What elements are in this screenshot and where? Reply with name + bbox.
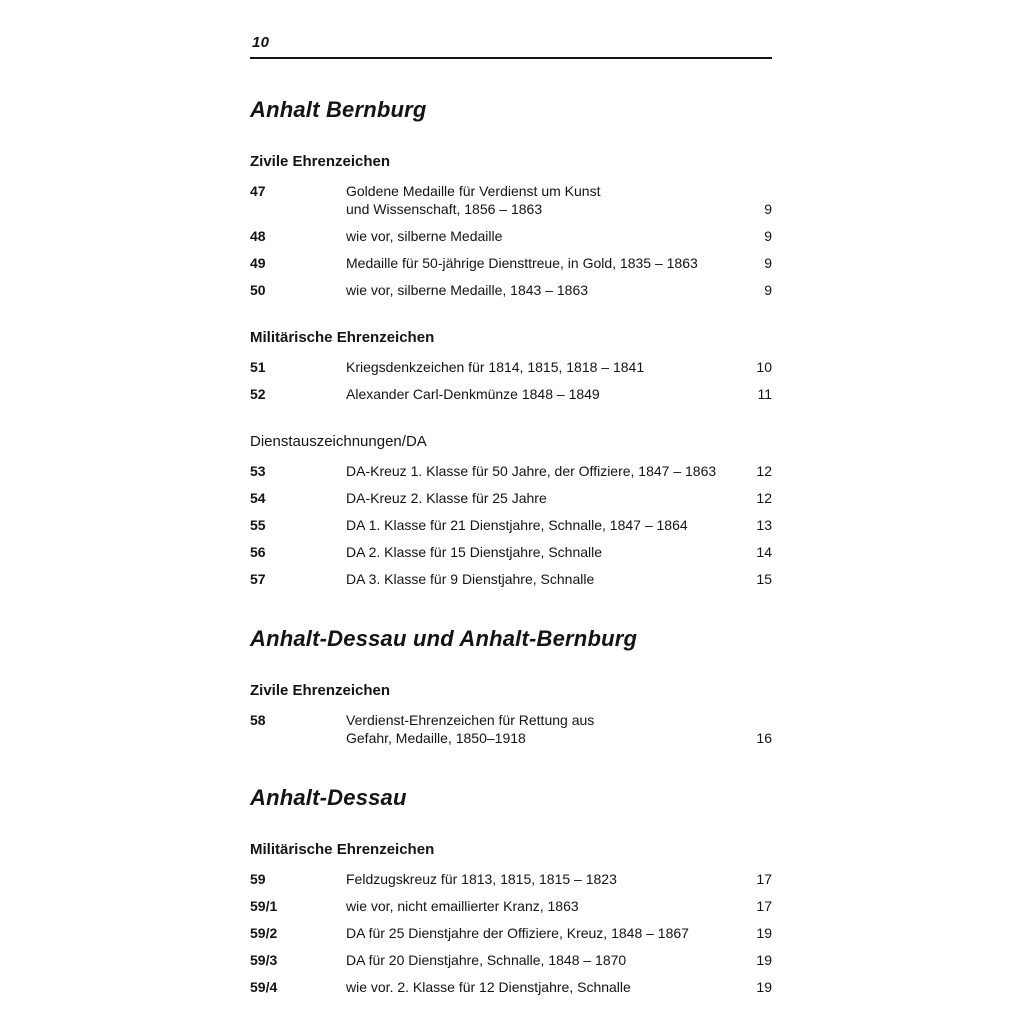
entry-page-ref: 17 [756,898,772,914]
entry-page-ref: 15 [756,571,772,587]
entry-page-ref: 19 [756,952,772,968]
header-rule [250,57,772,59]
entry-description [346,281,764,299]
entry-description-line: DA-Kreuz 1. Klasse für 50 Jahre, der Offiziere, 1847 – 1863 [346,463,717,479]
entry-number: 57 [250,571,266,587]
entry-number: 56 [250,544,266,560]
entry-description-line: Verdienst-Ehrenzeichen für Rettung aus [346,712,595,728]
entry-row [250,897,772,915]
entry-description [346,227,764,245]
entry-row [250,358,772,376]
entry-row [250,489,772,507]
entry-number: 51 [250,359,266,375]
entry-description [346,870,756,888]
entry-description-line: DA 2. Klasse für 15 Dienstjahre, Schnalle [346,544,603,560]
entry-row [250,462,772,480]
entry-number: 47 [250,183,266,199]
entry-description [346,897,756,915]
entry-page-ref: 12 [756,490,772,506]
entry-page-ref: 14 [756,544,772,560]
entry-row [250,182,772,218]
entry-row [250,385,772,403]
entry-description-line: DA für 20 Dienstjahre, Schnalle, 1848 – 1870 [346,952,627,968]
entry-number: 48 [250,228,266,244]
entry-description-line: Kriegsdenkzeichen für 1814, 1815, 1818 – 1841 [346,359,645,375]
entry-number: 58 [250,712,266,728]
toc-section [250,97,772,588]
entry-description [346,462,756,480]
entry-row [250,924,772,942]
toc-section [250,785,772,996]
entry-description-line: wie vor, silberne Medaille [346,228,503,244]
entry-description [346,385,757,403]
entry-number: 54 [250,490,266,506]
entry-number: 49 [250,255,266,271]
page-number: 10 [252,34,270,51]
entry-description [346,570,756,588]
entry-description-line: DA 1. Klasse für 21 Dienstjahre, Schnalle, 1847 – 1864 [346,517,688,533]
entry-row [250,570,772,588]
entry-description-line: DA 3. Klasse für 9 Dienstjahre, Schnalle [346,571,595,587]
entry-page-ref: 19 [756,925,772,941]
section-title: Anhalt Bernburg [250,97,427,122]
entry-description-line: Medaille für 50-jährige Diensttreue, in Gold, 1835 – 1863 [346,255,698,271]
table-of-contents [250,97,772,996]
group-title: Zivile Ehrenzeichen [250,682,391,699]
entry-number: 59/3 [250,952,278,968]
entry-page-ref: 10 [756,359,772,375]
entry-number: 59 [250,871,266,887]
entry-page-ref: 13 [756,517,772,533]
entry-row [250,870,772,888]
entry-page-ref: 9 [764,228,772,244]
entry-description [346,254,764,272]
entry-description [346,543,756,561]
entry-page-ref: 17 [756,871,772,887]
entry-description [346,951,756,969]
entry-description [346,516,756,534]
entry-row [250,281,772,299]
entry-number: 50 [250,282,266,298]
entry-description [346,924,756,942]
entry-description-line: Gefahr, Medaille, 1850–1918 [346,730,526,746]
entry-description [346,358,756,376]
entry-number: 55 [250,517,266,533]
entry-row [250,227,772,245]
toc-section [250,626,772,747]
entry-description-line: Feldzugskreuz für 1813, 1815, 1815 – 1823 [346,871,617,887]
entry-page-ref: 19 [756,979,772,995]
page-content [250,34,772,1005]
section-title: Anhalt-Dessau [250,785,407,810]
section-title: Anhalt-Dessau und Anhalt-Bernburg [250,626,638,651]
entry-number: 59/1 [250,898,278,914]
entry-description-line: Goldene Medaille für Verdienst um Kunst [346,183,601,199]
entry-row [250,711,772,747]
entry-description [346,489,756,507]
entry-page-ref: 9 [764,255,772,271]
entry-description-line: wie vor. 2. Klasse für 12 Dienstjahre, Schnalle [346,979,631,995]
entry-row [250,254,772,272]
group-title: Militärische Ehrenzeichen [250,329,435,346]
entry-row [250,978,772,996]
entry-description-line: wie vor, silberne Medaille, 1843 – 1863 [346,282,589,298]
entry-page-ref: 9 [764,201,772,217]
entry-description-line: wie vor, nicht emaillierter Kranz, 1863 [346,898,579,914]
group-title: Zivile Ehrenzeichen [250,153,391,170]
entry-row [250,543,772,561]
entry-description-line: DA für 25 Dienstjahre der Offiziere, Kreuz, 1848 – 1867 [346,925,689,941]
group-title: Dienstauszeichnungen/DA [250,433,427,450]
entry-number: 52 [250,386,266,402]
entry-page-ref: 9 [764,282,772,298]
entry-description-line: Alexander Carl-Denkmünze 1848 – 1849 [346,386,600,402]
entry-page-ref: 11 [757,386,772,402]
entry-number: 59/2 [250,925,278,941]
entry-number: 53 [250,463,266,479]
entry-description [346,711,756,747]
entry-description [346,978,756,996]
entry-description [346,182,764,218]
entry-page-ref: 16 [756,730,772,746]
entry-description-line: und Wissenschaft, 1856 – 1863 [346,201,543,217]
group-title: Militärische Ehrenzeichen [250,841,435,858]
entry-row [250,951,772,969]
entry-page-ref: 12 [756,463,772,479]
entry-row [250,516,772,534]
entry-number: 59/4 [250,979,278,995]
entry-description-line: DA-Kreuz 2. Klasse für 25 Jahre [346,490,547,506]
